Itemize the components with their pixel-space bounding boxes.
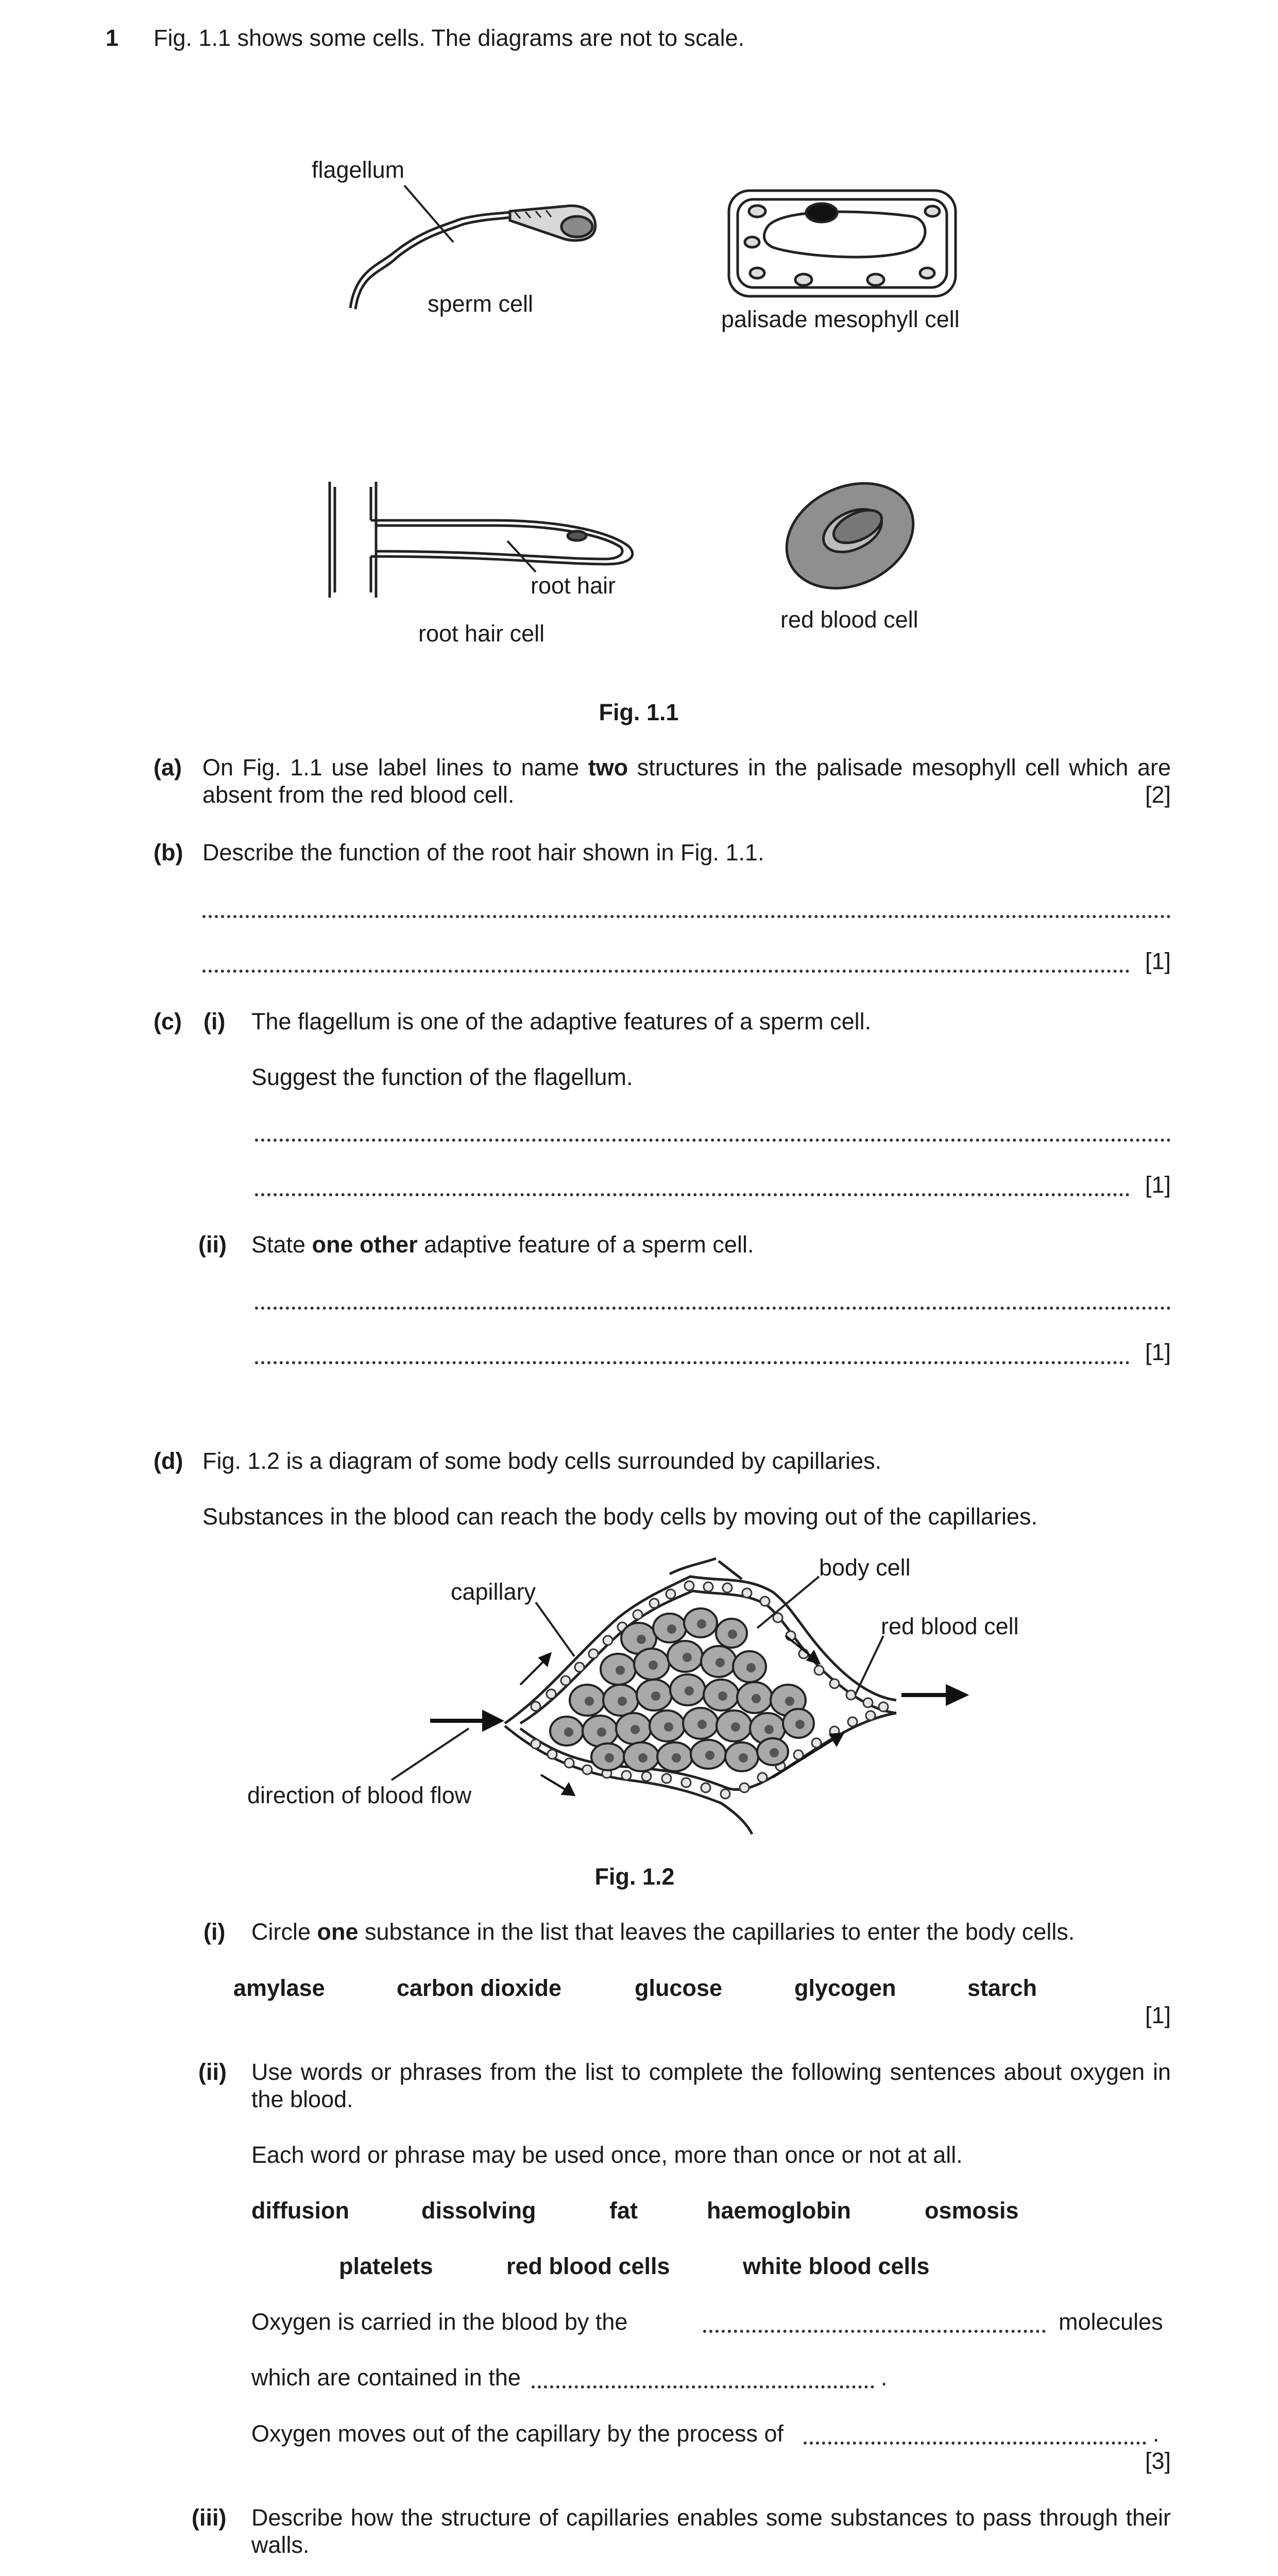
sentence-1-start: Oxygen is carried in the blood by the [251, 2309, 628, 2335]
part-d-i-marks: [1] [1145, 2002, 1171, 2028]
part-a-line2: absent from the red blood cell. [202, 782, 515, 808]
word-white-blood-cells: white blood cells [743, 2253, 930, 2279]
part-d-ii-instruction: Each word or phrase may be used once, more than once or not at all. [251, 2142, 963, 2168]
part-a-label: (a) [154, 754, 182, 781]
part-d-text2: Substances in the blood can reach the body cells by moving out of the capillaries. [202, 1503, 1037, 1530]
fig-1-1-caption: Fig. 1.1 [599, 699, 679, 725]
part-a-line1: On Fig. 1.1 use label lines to name two structures in the palisade mesophyll cell which are [202, 754, 1171, 781]
question-intro: Fig. 1.1 shows some cells. The diagrams are not to scale. [154, 25, 745, 51]
word-haemoglobin: haemoglobin [707, 2197, 851, 2224]
option-glycogen[interactable]: glycogen [794, 1975, 896, 2001]
sentence-2-end: . [881, 2364, 888, 2391]
red-blood-cell-label: red blood cell [780, 606, 918, 633]
part-c-ii-text: State one other adaptive feature of a sperm cell. [251, 1231, 754, 1258]
direction-label: direction of blood flow [247, 1782, 472, 1808]
figure-1-2 [0, 1546, 1278, 1906]
word-diffusion: diffusion [251, 2197, 349, 2224]
word-osmosis: osmosis [925, 2197, 1019, 2224]
body-cell-label: body cell [819, 1554, 911, 1581]
part-d-label: (d) [154, 1448, 183, 1474]
capillary-label: capillary [451, 1579, 536, 1605]
part-c-i-marks: [1] [1145, 1172, 1171, 1198]
part-d-i-text: Circle one substance in the list that leaves the capillaries to enter the body cells. [251, 1919, 1075, 1945]
option-starch[interactable]: starch [967, 1975, 1037, 2001]
part-d-text: Fig. 1.2 is a diagram of some body cells surrounded by capillaries. [202, 1448, 882, 1474]
part-d-i-label: (i) [203, 1919, 226, 1945]
sentence-2-blank[interactable] [532, 2385, 874, 2388]
fig-1-2-red-blood-cell-label: red blood cell [881, 1613, 1019, 1639]
part-b-text: Describe the function of the root hair shown in Fig. 1.1. [202, 839, 764, 866]
part-c-i-text: The flagellum is one of the adaptive features of a sperm cell. [251, 1008, 872, 1035]
red-blood-cell-drawing [770, 464, 930, 608]
part-c-i-answer-line-2[interactable] [255, 1193, 1130, 1196]
part-c-i-answer-line-1[interactable] [255, 1139, 1171, 1142]
part-d-iii-line1: Describe how the structure of capillaries enables some substances to pass through their [251, 2504, 1171, 2531]
word-fat: fat [609, 2197, 638, 2224]
part-b-marks: [1] [1145, 948, 1171, 974]
direction-label-line [391, 1728, 469, 1780]
sentence-1-end: molecules [1059, 2309, 1163, 2335]
part-c-i-prompt: Suggest the function of the flagellum. [251, 1064, 633, 1090]
part-b-answer-line-1[interactable] [202, 915, 1171, 918]
part-d-iii-label: (iii) [192, 2504, 227, 2531]
option-carbon-dioxide[interactable]: carbon dioxide [397, 1975, 562, 2001]
root-hair-label: root hair [531, 572, 616, 599]
part-a-marks: [2] [1145, 782, 1171, 808]
part-d-ii-line1: Use words or phrases from the list to complete the following sentences about oxygen in [251, 2059, 1171, 2085]
palisade-cell-drawing [729, 191, 956, 296]
part-d-ii-line2: the blood. [251, 2086, 353, 2112]
word-platelets: platelets [339, 2253, 433, 2279]
option-amylase[interactable]: amylase [233, 1975, 325, 2001]
part-c-ii-marks: [1] [1145, 1339, 1171, 1365]
part-d-iii-line2: walls. [251, 2532, 310, 2558]
sperm-cell-label: sperm cell [428, 291, 534, 317]
flagellum-label-line [404, 185, 453, 242]
capillary-label-line [536, 1602, 574, 1656]
part-c-ii-label: (ii) [198, 1231, 227, 1258]
part-d-ii-marks: [3] [1145, 2448, 1171, 2474]
word-dissolving: dissolving [421, 2197, 536, 2224]
root-hair-cell-label: root hair cell [418, 620, 545, 647]
part-b-label: (b) [154, 839, 183, 866]
fig-1-2-caption: Fig. 1.2 [594, 1863, 675, 1890]
sentence-2-start: which are contained in the [251, 2364, 521, 2391]
sentence-3-start: Oxygen moves out of the capillary by the process of [251, 2420, 784, 2447]
part-c-ii-answer-line-2[interactable] [255, 1361, 1130, 1364]
figure-1-1 [0, 0, 1278, 732]
part-c-i-label: (i) [203, 1008, 226, 1035]
red-blood-cell-label-line [855, 1636, 883, 1695]
body-cells-drawing [550, 1608, 814, 1771]
part-c-ii-answer-line-1[interactable] [255, 1307, 1171, 1310]
option-glucose[interactable]: glucose [635, 1975, 723, 2001]
flagellum-label: flagellum [312, 157, 405, 183]
sentence-1-blank[interactable] [703, 2330, 1046, 2333]
palisade-cell-label: palisade mesophyll cell [721, 306, 960, 332]
word-red-blood-cells: red blood cells [506, 2253, 670, 2279]
sentence-3-end: . [1153, 2420, 1160, 2447]
question-number: 1 [106, 25, 119, 51]
sentence-3-blank[interactable] [804, 2442, 1146, 2445]
part-c-label: (c) [154, 1008, 182, 1035]
part-b-answer-line-2[interactable] [202, 970, 1130, 973]
part-d-ii-label: (ii) [198, 2059, 227, 2085]
